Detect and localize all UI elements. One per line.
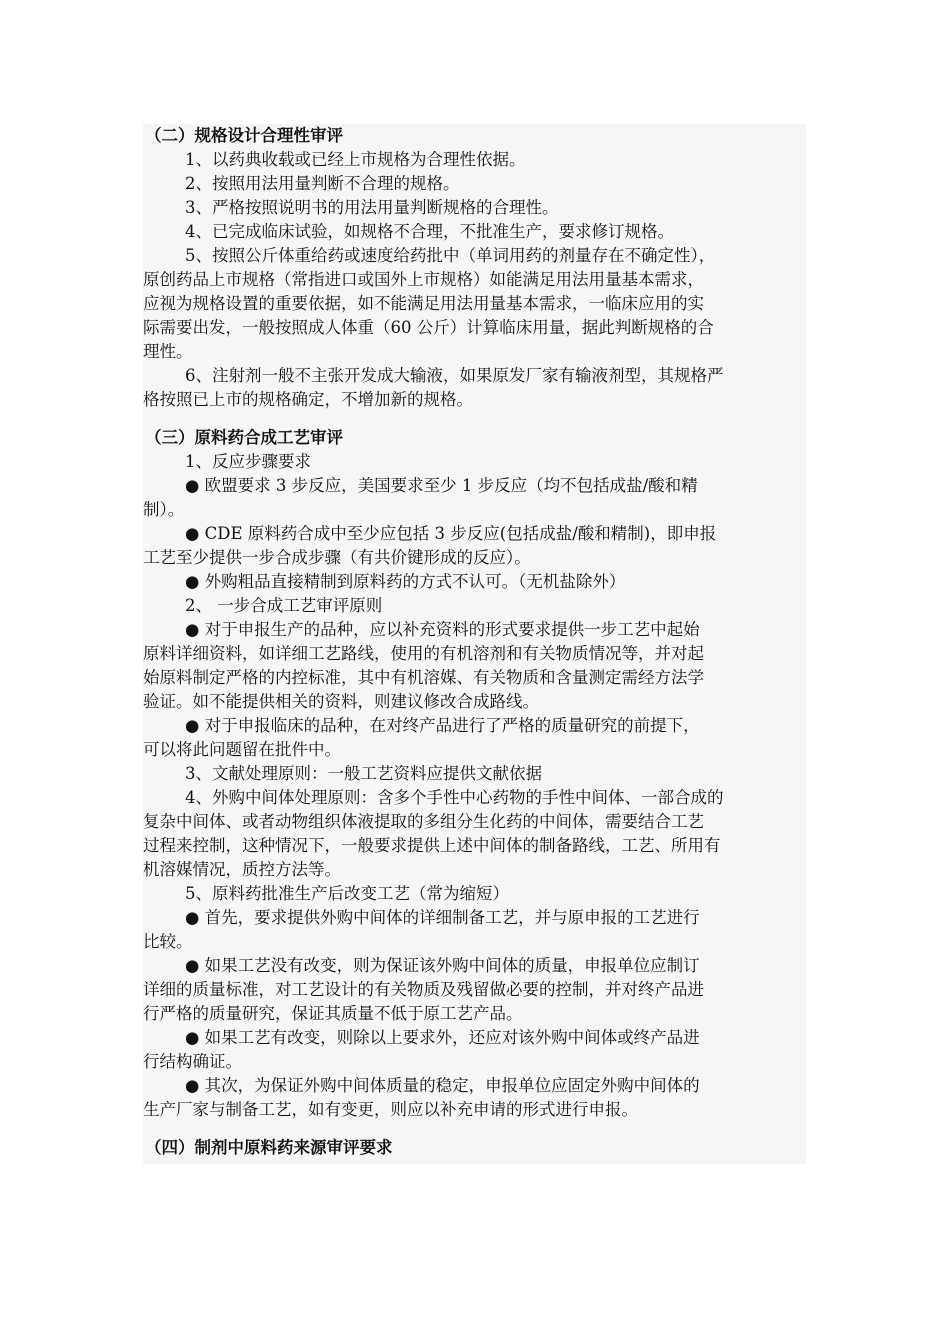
paragraph-line: 制）。: [143, 500, 185, 519]
paragraph-line: 2、按照用法用量判断不合理的规格。: [185, 174, 460, 193]
paragraph-line: 1、反应步骤要求: [185, 452, 311, 471]
paragraph-line: 应视为规格设置的重要依据，如不能满足用法用量基本需求，一临床应用的实: [143, 294, 704, 313]
paragraph-line: ● 欧盟要求 3 步反应，美国要求至少 1 步反应（均不包括成盐/酸和精: [185, 476, 698, 495]
paragraph-line: 5、原料药批准生产后改变工艺（常为缩短）: [185, 884, 509, 903]
section-heading: （三）原料药合成工艺审评: [145, 428, 343, 447]
paragraph-line: 工艺至少提供一步合成步骤（有共价键形成的反应）。: [143, 548, 531, 567]
paragraph-line: ● 如果工艺没有改变，则为保证该外购中间体的质量，申报单位应制订: [185, 956, 700, 975]
paragraph-line: ● 如果工艺有改变，则除以上要求外，还应对该外购中间体或终产品进: [185, 1028, 700, 1047]
paragraph-line: ● 首先，要求提供外购中间体的详细制备工艺，并与原申报的工艺进行: [185, 908, 700, 927]
paragraph-line: 生产厂家与制备工艺，如有变更，则应以补充申请的形式进行申报。: [143, 1100, 638, 1119]
paragraph-line: 复杂中间体、或者动物组织体液提取的多组分生化药的中间体，需要结合工艺: [143, 812, 704, 831]
paragraph-line: 1、以药典收载或已经上市规格为合理性依据。: [185, 150, 526, 169]
paragraph-line: 比较。: [143, 932, 193, 951]
paragraph-line: 可以将此问题留在批件中。: [143, 740, 341, 759]
document-body: [143, 124, 806, 1164]
section-heading: （二）规格设计合理性审评: [145, 126, 343, 145]
paragraph-line: 过程来控制，这种情况下，一般要求提供上述中间体的制备路线，工艺、所用有: [143, 836, 721, 855]
paragraph-line: ● 对于申报生产的品种，应以补充资料的形式要求提供一步工艺中起始: [185, 620, 700, 639]
paragraph-line: 3、严格按照说明书的用法用量判断规格的合理性。: [185, 198, 559, 217]
paragraph-line: 理性。: [143, 342, 193, 361]
paragraph-line: 际需要出发，一般按照成人体重（60 公斤）计算临床用量，据此判断规格的合: [143, 318, 714, 337]
paragraph-line: ● 外购粗品直接精制到原料药的方式不认可。（无机盐除外）: [185, 572, 626, 591]
paragraph-line: 4、外购中间体处理原则：含多个手性中心药物的手性中间体、一部合成的: [185, 788, 724, 807]
paragraph-line: 3、文献处理原则：一般工艺资料应提供文献依据: [185, 764, 542, 783]
paragraph-line: 验证。如不能提供相关的资料，则建议修改合成路线。: [143, 692, 539, 711]
paragraph-line: 6、注射剂一般不主张开发成大输液，如果原发厂家有输液剂型，其规格严: [185, 366, 724, 385]
paragraph-line: ● 对于申报临床的品种，在对终产品进行了严格的质量研究的前提下，: [185, 716, 700, 735]
paragraph-line: 始原料制定严格的内控标准，其中有机溶媒、有关物质和含量测定需经方法学: [143, 668, 704, 687]
paragraph-line: 原料详细资料，如详细工艺路线，使用的有机溶剂和有关物质情况等，并对起: [143, 644, 704, 663]
paragraph-line: ● 其次，为保证外购中间体质量的稳定，申报单位应固定外购中间体的: [185, 1076, 700, 1095]
section-heading: （四）制剂中原料药来源审评要求: [145, 1138, 393, 1157]
paragraph-line: 原创药品上市规格（常指进口或国外上市规格）如能满足用法用量基本需求，: [143, 270, 704, 289]
paragraph-line: ● CDE 原料药合成中至少应包括 3 步反应(包括成盐/酸和精制)，即申报: [185, 524, 717, 543]
paragraph-line: 详细的质量标准，对工艺设计的有关物质及残留做必要的控制，并对终产品进: [143, 980, 704, 999]
paragraph-line: 机溶媒情况，质控方法等。: [143, 860, 341, 879]
paragraph-line: 4、已完成临床试验，如规格不合理，不批准生产，要求修订规格。: [185, 222, 674, 241]
paragraph-line: 5、按照公斤体重给药或速度给药批中（单词用药的剂量存在不确定性），: [185, 246, 716, 265]
paragraph-line: 2、 一步合成工艺审评原则: [185, 596, 383, 615]
paragraph-line: 行结构确证。: [143, 1052, 242, 1071]
paragraph-line: 行严格的质量研究，保证其质量不低于原工艺产品。: [143, 1004, 523, 1023]
paragraph-line: 格按照已上市的规格确定，不增加新的规格。: [143, 390, 473, 409]
